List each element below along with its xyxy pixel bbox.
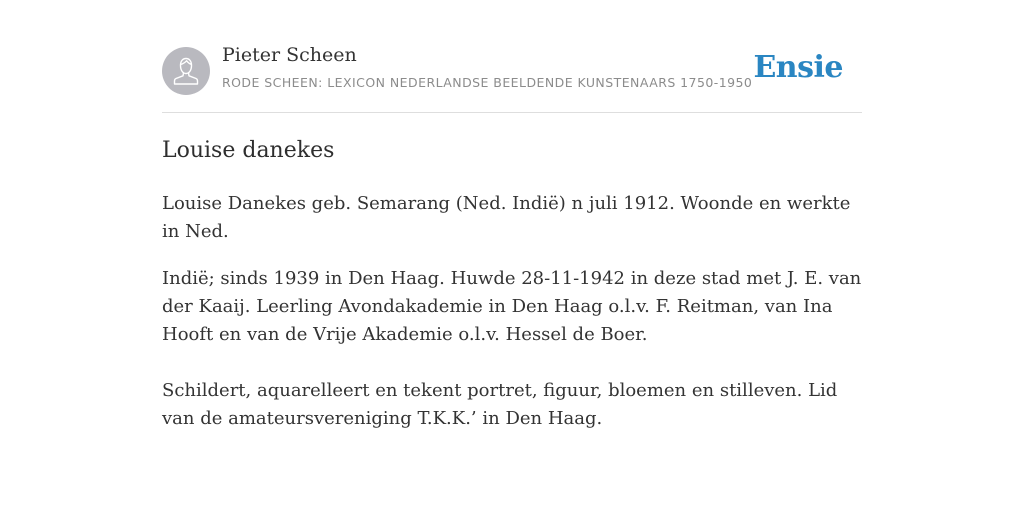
entry-card bbox=[162, 0, 862, 429]
entry-paragraph-2: Indië; sinds 1939 in Den Haag. Huwde 28-11-1942 in deze stad met J. E. van der Kaaij. Leerling Avondakademie in Den Haag o.l.v. F. Reitman, van Ina Hooft en van de Vrije Akademie o.l.v. Hessel de Boer. bbox=[162, 268, 862, 345]
ensie-logo[interactable]: Ensie bbox=[753, 50, 843, 85]
entry-title: Louise danekes bbox=[162, 138, 335, 163]
entry-paragraph-3: Schildert, aquarelleert en tekent portret, figuur, bloemen en stilleven. Lid van de amateursvereniging T.K.K.’ in Den Haag. bbox=[162, 380, 838, 429]
author-name[interactable]: Pieter Scheen bbox=[222, 44, 357, 66]
entry-paragraph-1: Louise Danekes geb. Semarang (Ned. Indië) n juli 1912. Woonde en werkte in Ned. bbox=[162, 193, 851, 242]
user-icon bbox=[162, 47, 210, 95]
source-title[interactable]: RODE SCHEEN: LEXICON NEDERLANDSE BEELDENDE KUNSTENAARS 1750-1950 bbox=[222, 75, 753, 90]
avatar[interactable] bbox=[162, 47, 210, 95]
entry-header bbox=[162, 0, 862, 113]
